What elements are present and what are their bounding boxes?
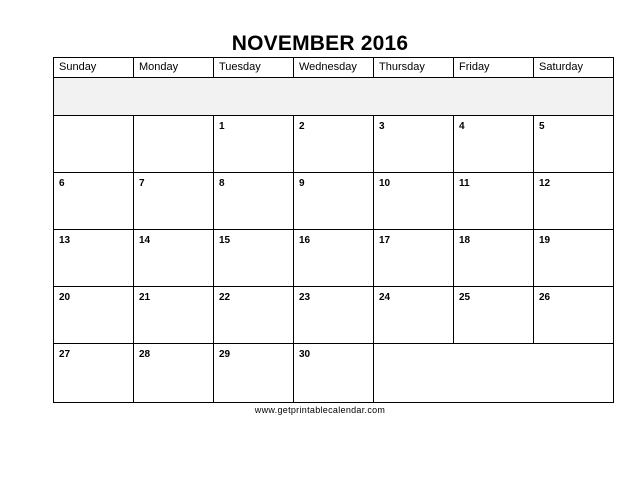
day-cell: 16 — [294, 230, 374, 287]
day-cell: 4 — [454, 116, 534, 173]
empty-merged-cell — [374, 344, 614, 403]
day-cell: 24 — [374, 287, 454, 344]
day-cell: 26 — [534, 287, 614, 344]
calendar-title: NOVEMBER 2016 — [231, 32, 409, 55]
weekday-monday: Monday — [134, 58, 214, 78]
day-cell: 7 — [134, 173, 214, 230]
weekday-friday: Friday — [454, 58, 534, 78]
day-cell: 19 — [534, 230, 614, 287]
day-cell: 3 — [374, 116, 454, 173]
calendar-grid — [53, 57, 614, 403]
day-cell: 15 — [214, 230, 294, 287]
weekday-header-row — [54, 58, 614, 78]
shaded-band — [54, 78, 614, 116]
day-cell: 5 — [534, 116, 614, 173]
week-row — [54, 230, 614, 287]
day-cell: 11 — [454, 173, 534, 230]
day-cell: 6 — [54, 173, 134, 230]
day-cell: 21 — [134, 287, 214, 344]
shaded-band-row — [54, 78, 614, 116]
week-row — [54, 287, 614, 344]
day-cell — [134, 116, 214, 173]
day-cell: 20 — [54, 287, 134, 344]
weekday-sunday: Sunday — [54, 58, 134, 78]
day-cell: 25 — [454, 287, 534, 344]
day-cell: 30 — [294, 344, 374, 403]
weekday-thursday: Thursday — [374, 58, 454, 78]
weekday-tuesday: Tuesday — [214, 58, 294, 78]
day-cell: 18 — [454, 230, 534, 287]
day-cell: 10 — [374, 173, 454, 230]
footer-url: www.getprintablecalendar.com — [254, 405, 386, 415]
week-row — [54, 344, 614, 403]
day-cell: 17 — [374, 230, 454, 287]
day-cell: 29 — [214, 344, 294, 403]
week-row — [54, 173, 614, 230]
day-cell: 27 — [54, 344, 134, 403]
day-cell: 14 — [134, 230, 214, 287]
weekday-saturday: Saturday — [534, 58, 614, 78]
day-cell: 13 — [54, 230, 134, 287]
day-cell: 9 — [294, 173, 374, 230]
day-cell — [54, 116, 134, 173]
day-cell: 23 — [294, 287, 374, 344]
day-cell: 12 — [534, 173, 614, 230]
day-cell: 8 — [214, 173, 294, 230]
day-cell: 22 — [214, 287, 294, 344]
day-cell: 2 — [294, 116, 374, 173]
day-cell: 28 — [134, 344, 214, 403]
weekday-wednesday: Wednesday — [294, 58, 374, 78]
week-row — [54, 116, 614, 173]
day-cell: 1 — [214, 116, 294, 173]
